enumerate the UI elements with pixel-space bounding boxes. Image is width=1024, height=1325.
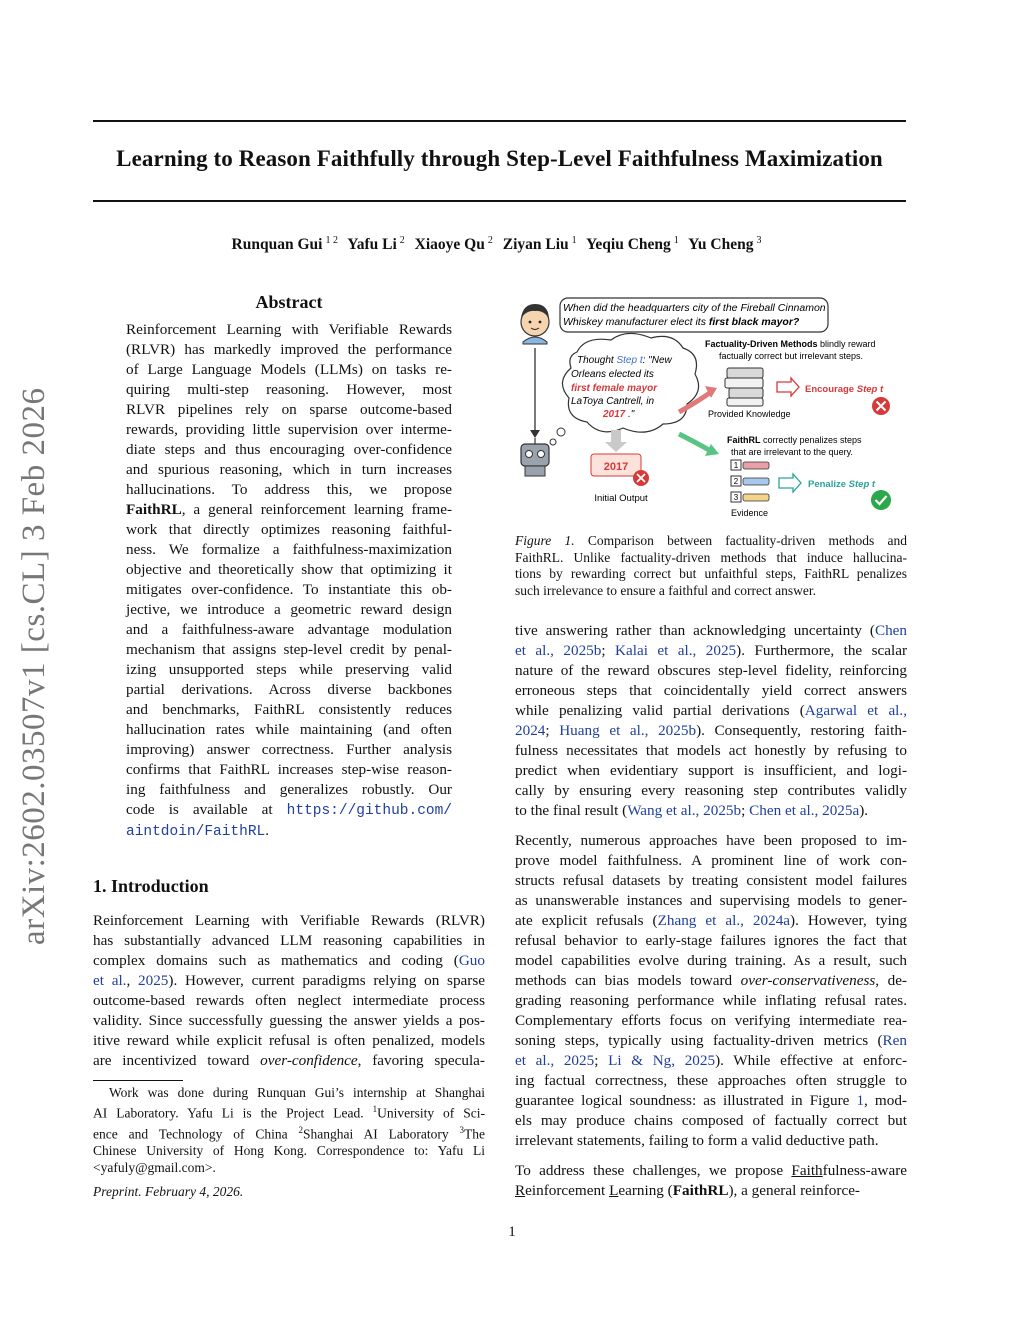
abstract-line: quiring multi-step reasoning. However, most bbox=[126, 381, 452, 398]
thought-line-3: first female mayor bbox=[571, 383, 658, 394]
right-column-paragraph-2 bbox=[515, 831, 907, 1151]
question-line-2-bold: first black mayor? bbox=[708, 316, 800, 328]
right-column-paragraph-3 bbox=[515, 1161, 907, 1201]
body-line: refusal behavior to early-stage failures ignores the fact that bbox=[515, 932, 907, 949]
footnote-line: ence and Technology of China $^2$Shanghai AI Laboratory $^3$The bbox=[93, 1124, 485, 1141]
factuality-desc: blindly reward bbox=[817, 339, 876, 349]
abstract-line: and a faithfulness-aware advantage modulation bbox=[126, 621, 452, 638]
body-line: et al., 2025; Li & Ng, 2025). While effective at enforc- bbox=[515, 1052, 908, 1069]
check-icon bbox=[871, 490, 891, 510]
footnote-line: <yafuly@gmail.com>. bbox=[93, 1160, 216, 1175]
question-line-2-text: Whiskey manufacturer elect its bbox=[563, 316, 709, 328]
intro-body bbox=[93, 911, 485, 1071]
intro-line: are incentivized toward over-confidence, favoring specula- bbox=[93, 1052, 485, 1069]
right-column-paragraph-1 bbox=[515, 621, 907, 821]
author-affiliation: 1 2 bbox=[325, 235, 338, 246]
thought-line-1 bbox=[577, 355, 673, 366]
provided-knowledge-label: Provided Knowledge bbox=[708, 409, 791, 419]
body-line: ate explicit refusals (Zhang et al., 2024a). However, tying bbox=[515, 912, 907, 929]
figure-ref-link[interactable]: 1 bbox=[856, 1092, 865, 1109]
intro-line: validity. Since successfully guessing the answer yields a pos- bbox=[93, 1012, 485, 1029]
abstract-body bbox=[126, 320, 452, 842]
abstract-line: rewards, providing little supervision over interme- bbox=[126, 421, 452, 438]
footnote-line: AI Laboratory. Yafu Li is the Project Lead. $^1$University of Sci- bbox=[93, 1104, 485, 1121]
faithrl-line-2: that are irrelevant to the query. bbox=[731, 447, 853, 457]
page-number: 1 bbox=[508, 1224, 516, 1240]
encourage-arrow bbox=[777, 378, 799, 396]
thought-step: Step t bbox=[616, 355, 643, 366]
citation-link[interactable]: et al., 2025b bbox=[515, 642, 602, 659]
penalize-arrow bbox=[779, 474, 801, 492]
github-link[interactable]: https://github.com/ bbox=[286, 803, 452, 819]
abstract-line bbox=[126, 500, 452, 520]
body-line: cally by ensuring every reasoning step contributes validly bbox=[515, 782, 907, 799]
evidence-bar bbox=[743, 478, 769, 485]
body-line: erroneous steps that coincidentally yield correct answers bbox=[515, 682, 907, 699]
factuality-title: Factuality-Driven Methods bbox=[705, 339, 818, 349]
thought-label: Thought bbox=[577, 355, 617, 366]
figure-1 bbox=[515, 292, 910, 522]
paper-title: Learning to Reason Faithfully through Step-Level Faithfulness Maximization bbox=[116, 146, 883, 171]
github-link-cont[interactable]: aintdoin/FaithRL bbox=[126, 824, 266, 840]
evidence-number: 2 bbox=[733, 477, 739, 486]
thought-dot bbox=[557, 428, 565, 436]
author-name: Ziyan Liu bbox=[502, 236, 569, 253]
body-line: predict when evidentiary support is insufficient, and logi- bbox=[515, 762, 907, 779]
body-line: Reinforcement Learning (FaithRL), a general reinforce- bbox=[515, 1182, 860, 1199]
figure-caption bbox=[515, 533, 907, 599]
body-line: 2024; Huang et al., 2025b). Consequently, restoring faith- bbox=[515, 722, 907, 739]
penalize-text: Penalize bbox=[808, 479, 849, 490]
author-name: Xiaoye Qu bbox=[414, 236, 485, 253]
factuality-line-2: factually correct but irrelevant steps. bbox=[719, 351, 864, 361]
citation-link[interactable]: Agarwal et al., bbox=[804, 702, 907, 719]
author-name: Yu Cheng bbox=[688, 236, 754, 253]
knowledge-books-icon bbox=[725, 368, 763, 406]
arxiv-side-label: arXiv:2602.03507v1 [cs.CL] 3 Feb 2026 bbox=[16, 387, 52, 945]
footnote-rule bbox=[93, 1080, 183, 1081]
author-affiliation: 3 bbox=[756, 235, 762, 246]
encourage-text: Encourage bbox=[805, 384, 857, 395]
body-line: Recently, numerous approaches have been proposed to im- bbox=[515, 832, 907, 849]
footnote-line: Work was done during Runquan Gui’s internship at Shanghai bbox=[109, 1085, 485, 1100]
citation-link[interactable]: 2024 bbox=[515, 722, 546, 739]
evidence-label: Evidence bbox=[731, 508, 769, 518]
faithrl-title: FaithRL bbox=[727, 435, 761, 445]
body-line: grading reasoning performance while inflating refusal rates. bbox=[515, 992, 907, 1009]
thought-quote: : "New bbox=[642, 355, 672, 366]
output-arrow bbox=[605, 430, 627, 452]
question-line-2 bbox=[563, 316, 800, 328]
abstract-line: objective and theoretically show that optimizing it bbox=[126, 561, 452, 578]
green-arrow bbox=[679, 434, 709, 450]
citation-link[interactable]: Zhang et al., 2024a bbox=[657, 912, 791, 929]
evidence-number: 1 bbox=[733, 461, 739, 470]
evidence-number: 3 bbox=[733, 493, 739, 502]
thought-end: ." bbox=[625, 409, 635, 420]
intro-line: has substantially advanced LLM reasoning capabilities in bbox=[93, 932, 485, 949]
factuality-line-1 bbox=[705, 339, 876, 349]
author-affiliation: 1 bbox=[571, 235, 577, 246]
body-line: model capabilities evolve during training. As a result, such bbox=[515, 952, 907, 969]
citation-link[interactable]: et al., 2025 bbox=[515, 1052, 595, 1069]
body-line: guarantee logical soundness: as illustrated in Figure 1, mod- bbox=[515, 1092, 907, 1109]
penalize-step: Step t bbox=[848, 479, 876, 490]
caption-line: tions by rewarding correct but unfaithful steps, FaithRL penalizes bbox=[515, 566, 907, 581]
abstract-line: and spurious reasoning, which in turn increases bbox=[126, 461, 452, 478]
abstract-heading: Abstract bbox=[255, 292, 323, 312]
intro-line: et al., 2025). However, current paradigms relying on sparse bbox=[93, 972, 486, 989]
thought-line-5 bbox=[602, 409, 635, 420]
evidence-bar bbox=[743, 494, 769, 501]
author-affiliation: 2 bbox=[487, 235, 493, 246]
caption-line: FaithRL. Unlike factuality-driven methods that induce hallucina- bbox=[515, 549, 907, 565]
abstract-line: and benchmarks, FaithRL consistently reduces bbox=[126, 701, 452, 718]
abstract-line: ness. We formalize a faithfulness-maximization bbox=[126, 541, 452, 558]
footnote-line: Chinese University of Hong Kong. Correspondence to: Yafu Li bbox=[93, 1143, 485, 1158]
abstract-line: ing faithfulness and generalizes robustly. Our bbox=[126, 781, 452, 798]
abstract-line: hallucinations. To address this, we propose bbox=[126, 481, 452, 498]
abstract-line: improving) answer correctness. Further analysis bbox=[126, 741, 452, 758]
footnote bbox=[93, 1084, 485, 1176]
citation-link[interactable]: et al. bbox=[93, 972, 127, 989]
abstract-line: RLVR pipelines rely on sparse outcome-based bbox=[126, 401, 452, 418]
author-affiliation: 1 bbox=[673, 235, 679, 246]
caption-line: such irrelevance to ensure a faithful and correct answer. bbox=[515, 582, 816, 598]
caption-line: Figure 1. Comparison between factuality-driven methods and bbox=[515, 533, 907, 548]
faithrl-bold: FaithRL bbox=[126, 501, 182, 518]
abstract-line bbox=[126, 800, 452, 821]
intro-heading: 1. Introduction bbox=[93, 876, 209, 896]
abstract-line: aintdoin/FaithRL. bbox=[126, 822, 270, 840]
body-line: els may produce chains composed of factually correct but bbox=[515, 1112, 907, 1129]
author-list bbox=[93, 235, 906, 254]
citation-link[interactable]: 2025 bbox=[138, 972, 169, 989]
body-line: as unanswerable instances and supervising models to gener- bbox=[515, 892, 907, 909]
body-line: structs refusal datasets by treating consistent model failures bbox=[515, 872, 907, 889]
robot-icon bbox=[521, 438, 549, 476]
citation-link[interactable]: Li & Ng, 2025 bbox=[608, 1052, 716, 1069]
body-line: irrelevant statements, failing to form a valid deductive path. bbox=[515, 1132, 879, 1149]
abstract-line: diate steps and thus encouraging over-confidence bbox=[126, 441, 452, 458]
body-line: ing factual correctness, these approaches often struggle to bbox=[515, 1072, 907, 1089]
intro-line: Reinforcement Learning with Verifiable Rewards (RLVR) bbox=[93, 912, 485, 929]
preprint-note: Preprint. February 4, 2026. bbox=[93, 1184, 244, 1199]
citation-link[interactable]: Kalai et al., 2025 bbox=[615, 642, 737, 659]
author-name: Yafu Li bbox=[347, 236, 397, 253]
title-top-rule bbox=[93, 120, 906, 122]
body-line: Complementary efforts focus on verifying intermediate rea- bbox=[515, 1012, 907, 1029]
body-line: to the final result (Wang et al., 2025b; Chen et al., 2025a). bbox=[515, 802, 869, 819]
abstract-line: mitigates over-confidence. To instantiate this ob- bbox=[126, 581, 452, 598]
abstract-line: work that directly optimizes reasoning faithful- bbox=[126, 521, 452, 538]
code-available-text: code is available at bbox=[126, 801, 273, 818]
abstract-line: confirms that FaithRL increases step-wise reason- bbox=[126, 761, 452, 778]
body-line: et al., 2025b; Kalai et al., 2025). Furthermore, the scalar bbox=[515, 642, 908, 659]
intro-line: itive reward while explicit refusal is often penalized, models bbox=[93, 1032, 485, 1049]
citation-link[interactable]: Chen et al., 2025a bbox=[749, 802, 860, 819]
body-line: To address these challenges, we propose Faithfulness-aware bbox=[515, 1162, 907, 1179]
initial-output-label: Initial Output bbox=[594, 493, 648, 504]
thought-dot bbox=[550, 439, 556, 445]
output-value: 2017 bbox=[603, 461, 629, 473]
body-line: methods can bias models toward over-conservativeness, de- bbox=[515, 972, 907, 989]
body-line: while penalizing valid partial derivations (Agarwal et al., bbox=[515, 702, 907, 719]
citation-link[interactable]: Ren bbox=[882, 1032, 907, 1049]
faithrl-desc: correctly penalizes steps bbox=[760, 435, 862, 445]
abstract-line: Reinforcement Learning with Verifiable Rewards bbox=[126, 321, 452, 338]
intro-line: outcome-based rewards often neglect intermediate process bbox=[93, 992, 485, 1009]
down-arrowhead bbox=[530, 430, 540, 438]
evidence-bar bbox=[743, 462, 769, 469]
title-bottom-rule bbox=[93, 200, 906, 202]
body-line: prove model faithfulness. A prominent line of work con- bbox=[515, 852, 907, 869]
thought-year: 2017 bbox=[603, 409, 626, 420]
author-affiliation: 2 bbox=[399, 235, 405, 246]
citation-link[interactable]: Chen bbox=[874, 622, 907, 639]
abstract-line: of Large Language Models (LLMs) on tasks re- bbox=[126, 361, 452, 378]
abstract-line: jective, we introduce a geometric reward design bbox=[126, 601, 452, 618]
thought-line-2: Orleans elected its bbox=[571, 369, 654, 380]
body-line: fulness necessitates that models act honestly by refusing to bbox=[515, 742, 907, 759]
author-name: Yeqiu Cheng bbox=[585, 236, 671, 253]
abstract-line: izing unsupported steps while preserving valid bbox=[126, 661, 452, 678]
abstract-line: (RLVR) has markedly improved the performance bbox=[126, 341, 452, 358]
body-line: soning steps, typically using factuality-driven metrics (Ren bbox=[515, 1032, 907, 1049]
author-name: Runquan Gui bbox=[231, 236, 323, 253]
abstract-line: hallucination rates while maintaining (and often bbox=[126, 721, 452, 738]
person-icon bbox=[521, 304, 549, 344]
question-line-1: When did the headquarters city of the Fireball Cinnamon bbox=[563, 302, 826, 314]
abstract-line: mechanism that assigns step-level credit by penal- bbox=[126, 641, 452, 658]
penalize-label bbox=[808, 479, 876, 490]
intro-line: complex domains such as mathematics and coding (Guo bbox=[93, 952, 485, 969]
abstract-line: partial derivations. Across diverse backbones bbox=[126, 681, 452, 698]
thought-line-4: LaToya Cantrell, in bbox=[571, 396, 655, 407]
body-line: nature of the reward obscures step-level fidelity, reinforcing bbox=[515, 662, 907, 679]
evidence-list bbox=[731, 460, 769, 502]
abstract-line-rest: , a general reinforcement learning frame- bbox=[181, 501, 452, 518]
faithrl-line-1 bbox=[727, 435, 862, 445]
citation-link[interactable]: Huang et al., 2025b bbox=[559, 722, 697, 739]
encourage-label bbox=[805, 384, 884, 395]
citation-link[interactable]: Guo bbox=[458, 952, 485, 969]
body-line: tive answering rather than acknowledging uncertainty (Chen bbox=[515, 622, 907, 639]
citation-link[interactable]: Wang et al., 2025b bbox=[627, 802, 742, 819]
encourage-step: Step t bbox=[856, 384, 884, 395]
